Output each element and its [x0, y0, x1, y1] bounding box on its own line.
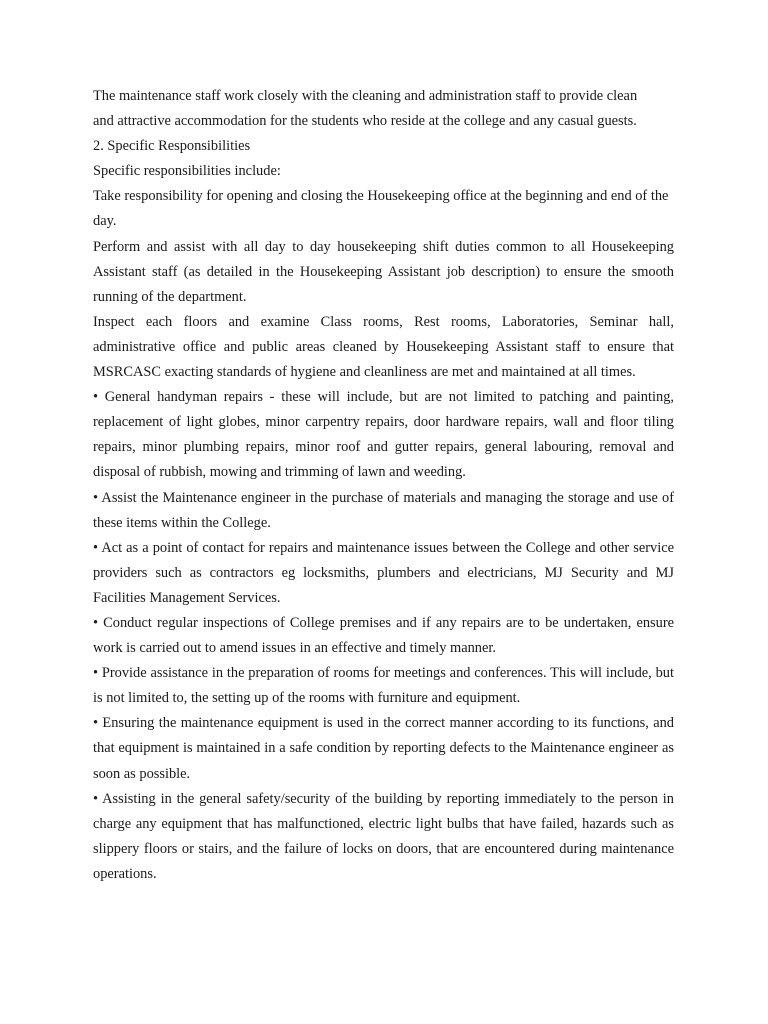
- bullet-item: • Act as a point of contact for repairs and maintenance issues between the College and other service providers such as contractors eg locksmiths, plumbers and electricians, MJ Security and MJ Facilities Management Services.: [93, 539, 674, 606]
- responsibility-paragraph: Inspect each floors and examine Class rooms, Rest rooms, Laboratories, Seminar hall, administrative office and public areas cleaned by Housekeeping Assistant staff to ensure that MSRCASC exacting standards of hygiene and cleanliness are met and maintained at all times.: [93, 313, 674, 381]
- responsibility-paragraph: Take responsibility for opening and closing the Housekeeping office at the beginning and end of the day.: [93, 188, 669, 230]
- intro-paragraph: The maintenance staff work closely with the cleaning and administration staff to provide clean and attractive accommodation for the students who reside at the college and any casual guests.: [93, 88, 638, 130]
- section-heading: 2. Specific Responsibilities: [93, 138, 251, 155]
- bullet-item: • Conduct regular inspections of College premises and if any repairs are to be undertaken, ensure work is carried out to amend issues in an effective and timely manner.: [93, 614, 674, 657]
- document-page: [93, 84, 674, 887]
- bullet-item: • Assisting in the general safety/security of the building by reporting immediately to the person in charge any equipment that has malfunctioned, electric light bulbs that have failed, hazards such as slippery floors or stairs, and the failure of locks on doors, that are encountered during maintenance operations.: [93, 790, 674, 882]
- section-intro: Specific responsibilities include:: [93, 163, 281, 180]
- bullet-item: • Assist the Maintenance engineer in the purchase of materials and managing the storage and use of these items within the College.: [93, 489, 674, 531]
- bullet-item: • Provide assistance in the preparation of rooms for meetings and conferences. This will include, but is not limited to, the setting up of the rooms with furniture and equipment.: [93, 665, 674, 707]
- responsibility-paragraph: Perform and assist with all day to day housekeeping shift duties common to all Housekeeping Assistant staff (as detailed in the Housekeeping Assistant job description) to ensure the smooth running of the department.: [93, 238, 674, 305]
- bullet-item: • General handyman repairs - these will include, but are not limited to patching and painting, replacement of light globes, minor carpentry repairs, door hardware repairs, wall and floor tiling repairs, minor plumbing repairs, minor roof and gutter repairs, general labouring, removal and disposal of rubbish, mowing and trimming of lawn and weeding.: [93, 389, 674, 481]
- bullet-item: • Ensuring the maintenance equipment is used in the correct manner according to its functions, and that equipment is maintained in a safe condition by reporting defects to the Maintenance engineer as soon as possible.: [93, 715, 674, 782]
